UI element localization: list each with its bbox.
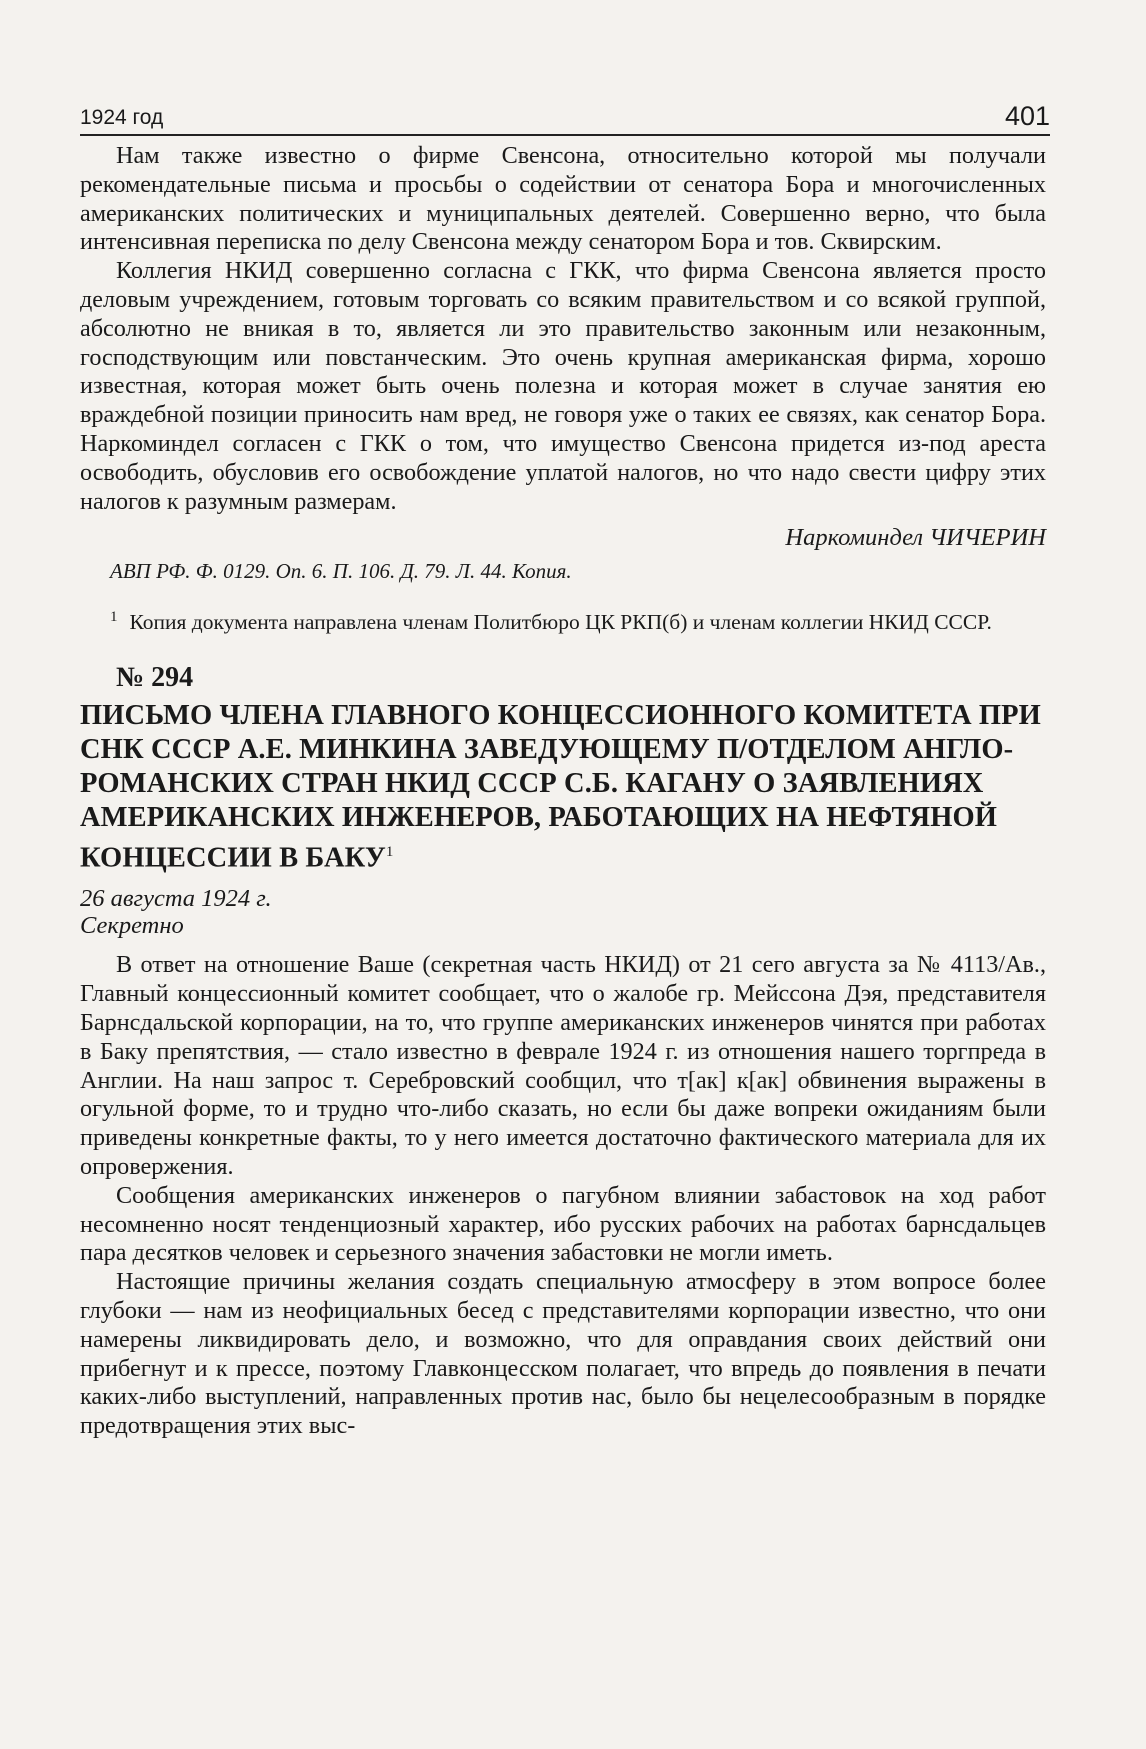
footnote-text: Копия документа направлена членам Политбюро ЦК РКП(б) и членам коллегии НКИД СССР. <box>129 610 992 635</box>
paragraph: Коллегия НКИД совершенно согласна с ГКК, что фирма Свенсона является просто деловым учреждением, готовым торговать со всяким правительством и со всякой группой, абсолютно не вникая в то, является ли это правительство законным или незаконным, господствующим или повстанческим. Это очень крупная американская фирма, хорошо известная, которая может быть очень полезна и которая может в случае занятия ею враждебной позиции приносить нам вред, не говоря уже о таких ее связях, как сенатор Бора. Наркоминдел согласен с ГКК о том, что имущество Свенсона придется из-под ареста освободить, обусловив его освобождение уплатой налогов, но что надо свести цифру этих налогов к разумным размерам. <box>80 257 1046 515</box>
paragraph: Настоящие причины желания создать специальную атмосферу в этом вопросе более глубоки — нам из неофициальных бесед с представителями корпорации известно, что они намерены ликвидировать дело, и возможно, что для оправдания своих действий они прибегнут и к прессе, поэтому Главконцесском полагает, что впредь до появления в печати каких-либо выступлений, направленных против нас, было бы нецелесообразным в порядке предотвращения этих выс- <box>80 1268 1046 1440</box>
header-year: 1924 год <box>80 106 164 129</box>
signature: Наркоминдел ЧИЧЕРИН <box>785 524 1046 552</box>
title-footnote-mark: 1 <box>385 843 394 860</box>
page-number: 401 <box>1004 101 1050 131</box>
footnote-mark: 1 <box>110 608 118 625</box>
paragraph: Нам также известно о фирме Свенсона, относительно которой мы получали рекомендательные письма и просьбы о содействии от сенатора Бора и многочисленных американских политических и муниципальных деятелей. Совершенно верно, что была интенсивная переписка по делу Свенсона между сенатором Бора и тов. Сквирским. <box>80 142 1046 256</box>
document-number: № 294 <box>116 662 194 694</box>
footnote <box>80 604 1046 636</box>
archive-reference: АВП РФ. Ф. 0129. Оп. 6. П. 106. Д. 79. Л. 44. Копия. <box>110 559 572 584</box>
page-content <box>80 142 1046 1441</box>
document-title-text: ПИСЬМО ЧЛЕНА ГЛАВНОГО КОНЦЕССИОННОГО КОМИТЕТА ПРИ СНК СССР А.Е. МИНКИНА ЗАВЕДУЮЩЕМУ П/ОТДЕЛОМ АНГЛО-РОМАНСКИХ СТРАН НКИД СССР С.Б. КАГАНУ О ЗАЯВЛЕНИЯХ АМЕРИКАНСКИХ ИНЖЕНЕРОВ, РАБОТАЮЩИХ НА НЕФТЯНОЙ КОНЦЕССИИ В БАКУ <box>80 699 1041 874</box>
document-classification: Секретно <box>80 912 184 940</box>
document-title <box>80 699 1046 876</box>
paragraph: Сообщения американских инженеров о пагубном влиянии забастовок на ход работ несомненно носят тенденциозный характер, ибо русских рабочих на работах барнсдальцев пара десятков человек и серьезного значения забастовки не могли иметь. <box>80 1181 1046 1267</box>
document-date: 26 августа 1924 г. <box>80 885 272 913</box>
paragraph: В ответ на отношение Ваше (секретная часть НКИД) от 21 сего августа за № 4113/Ав., Главный концессионный комитет сообщает, что о жалобе гр. Мейссона Дэя, представителя Барнсдальской корпорации, на то, что группе американских инженеров чинятся при работах в Баку препятствия, — стало известно в феврале 1924 г. из отношения нашего торгпреда в Англии. На наш запрос т. Серебровский сообщил, что т[ак] к[ак] обвинения выражены в огульной форме, то и трудно что-либо сказать, но если бы даже вопреки ожиданиям были приведены конкретные факты, то у него имеется достаточно фактического материала для их опровержения. <box>80 951 1046 1180</box>
running-header <box>80 94 1050 136</box>
